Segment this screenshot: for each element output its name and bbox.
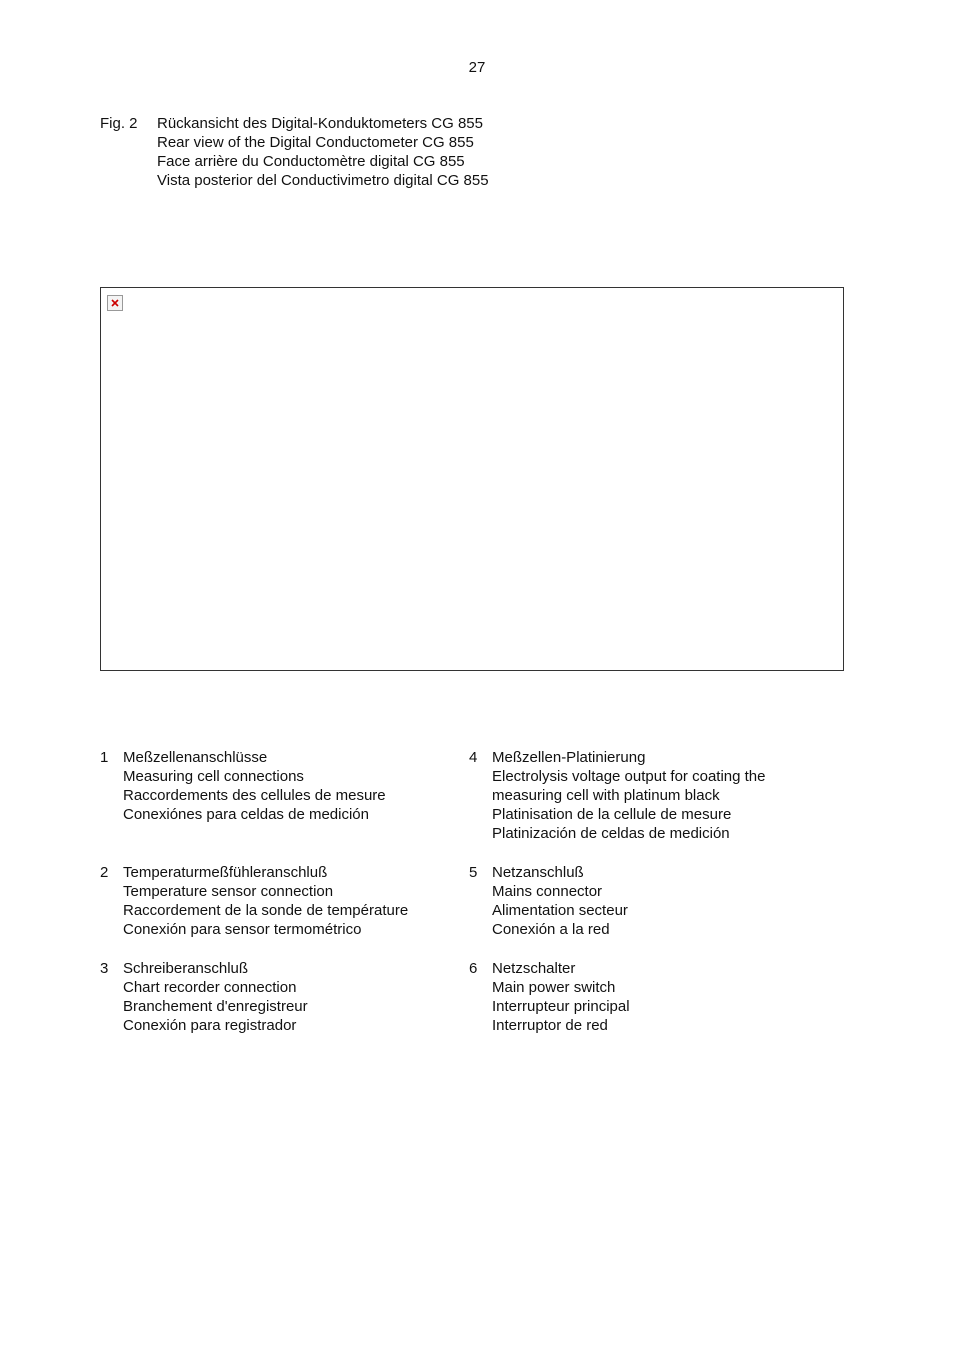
legend-text — [123, 863, 463, 939]
legend-line: Mains connector — [492, 883, 603, 900]
legend-text — [492, 748, 832, 843]
legend-line: Conexión para registrador — [123, 1017, 297, 1034]
figure-legend — [100, 748, 840, 1048]
legend-number: 5 — [469, 864, 478, 881]
legend-line: Temperaturmeßfühleranschluß — [123, 864, 328, 881]
legend-line: Electrolysis voltage output for coating the — [492, 768, 766, 785]
legend-line: Interrupteur principal — [492, 998, 630, 1015]
legend-line: Meßzellen-Platinierung — [492, 749, 646, 766]
broken-image-icon — [107, 295, 123, 311]
legend-line: Measuring cell connections — [123, 768, 304, 785]
caption-line-en: Rear view of the Digital Conductometer CG 855 — [157, 134, 474, 151]
legend-number: 1 — [100, 749, 109, 766]
legend-line: Meßzellenanschlüsse — [123, 749, 268, 766]
caption-line-es: Vista posterior del Conductivimetro digital CG 855 — [157, 172, 489, 189]
legend-line: Temperature sensor connection — [123, 883, 334, 900]
legend-line: Platinisation de la cellule de mesure — [492, 806, 732, 823]
legend-line: Platinización de celdas de medición — [492, 825, 730, 842]
legend-line: Main power switch — [492, 979, 616, 996]
legend-line: Chart recorder connection — [123, 979, 297, 996]
caption-line-fr: Face arrière du Conductomètre digital CG 855 — [157, 153, 465, 170]
legend-line: Netzschalter — [492, 960, 576, 977]
legend-line: Conexiónes para celdas de medición — [123, 806, 369, 823]
legend-number: 4 — [469, 749, 478, 766]
legend-text — [123, 748, 463, 824]
legend-line: Alimentation secteur — [492, 902, 628, 919]
figure-image-placeholder — [100, 287, 844, 671]
legend-line: Conexión a la red — [492, 921, 610, 938]
legend-line: Conexión para sensor termométrico — [123, 921, 362, 938]
legend-text — [123, 959, 463, 1035]
legend-text — [492, 959, 832, 1035]
legend-line: measuring cell with platinum black — [492, 787, 720, 804]
legend-number: 3 — [100, 960, 109, 977]
legend-number: 2 — [100, 864, 109, 881]
legend-line: Schreiberanschluß — [123, 960, 249, 977]
legend-line: Raccordement de la sonde de température — [123, 902, 409, 919]
page-number: 27 — [468, 59, 486, 76]
legend-number: 6 — [469, 960, 478, 977]
legend-line: Raccordements des cellules de mesure — [123, 787, 386, 804]
figure-label: Fig. 2 — [100, 115, 138, 132]
legend-line: Interruptor de red — [492, 1017, 608, 1034]
caption-text — [157, 114, 797, 190]
legend-text — [492, 863, 832, 939]
broken-image-cross — [111, 299, 119, 307]
legend-line: Branchement d'enregistreur — [123, 998, 308, 1015]
caption-line-de: Rückansicht des Digital-Konduktometers CG 855 — [157, 115, 483, 132]
legend-line: Netzanschluß — [492, 864, 584, 881]
